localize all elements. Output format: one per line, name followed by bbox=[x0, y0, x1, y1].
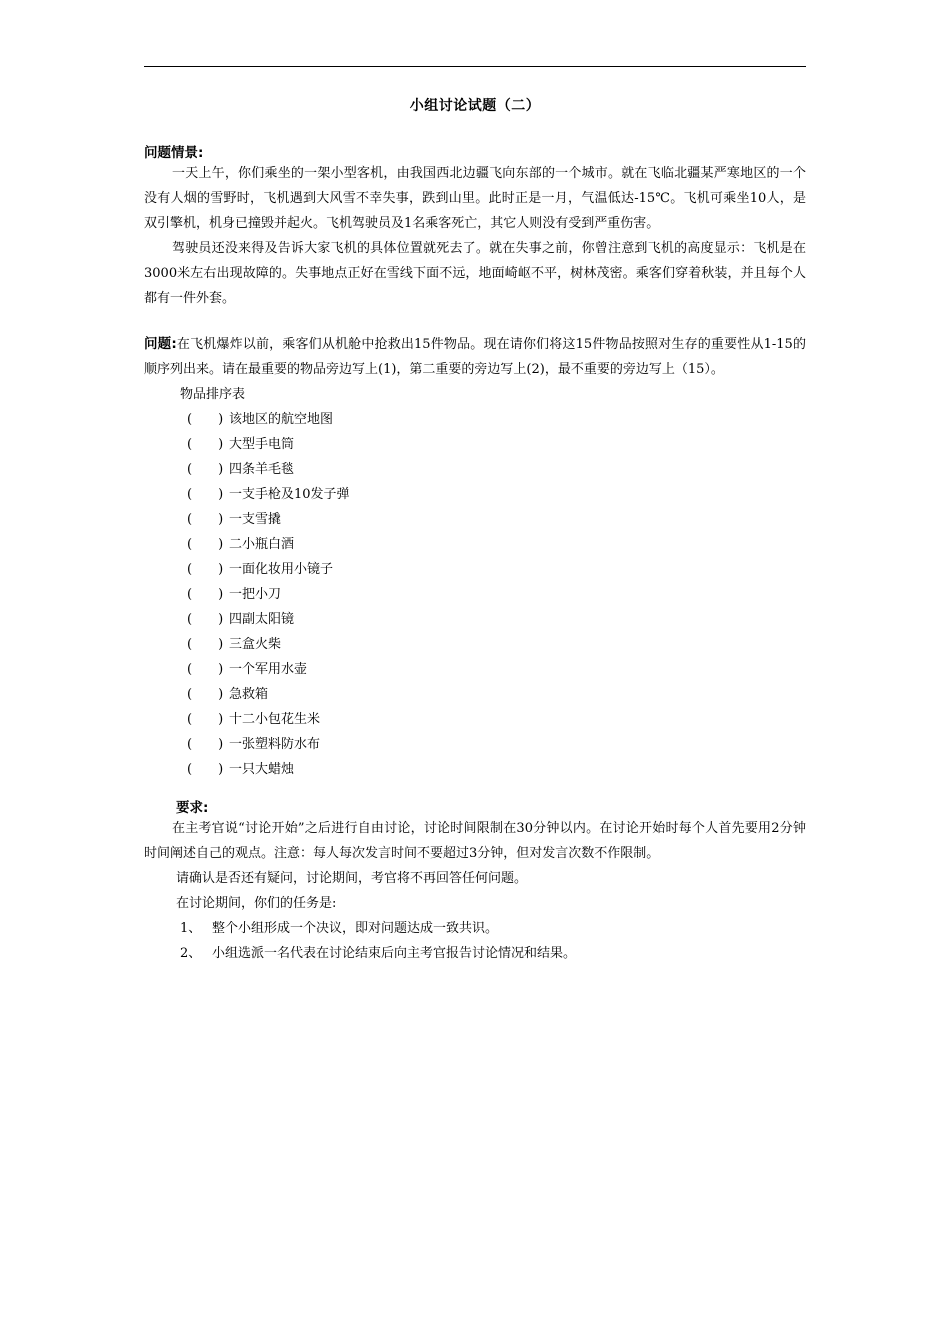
document-page bbox=[144, 66, 806, 966]
list-item bbox=[144, 707, 806, 732]
confirm-line: 请确认是否还有疑问，讨论期间，考官将不再回答任何问题。 bbox=[176, 871, 528, 886]
rank-blank: ( ) bbox=[187, 737, 224, 752]
requirements-heading: 要求: bbox=[176, 800, 209, 816]
rank-blank: ( ) bbox=[187, 537, 224, 552]
item-label: 一个军用水壶 bbox=[229, 662, 308, 677]
item-label: 一把小刀 bbox=[229, 587, 282, 602]
rank-blank: ( ) bbox=[187, 437, 224, 452]
rank-blank: ( ) bbox=[187, 687, 224, 702]
rank-blank: ( ) bbox=[187, 487, 224, 502]
item-label: 四副太阳镜 bbox=[229, 612, 295, 627]
task-item bbox=[144, 941, 806, 966]
item-label: 二小瓶白酒 bbox=[229, 537, 295, 552]
question-paragraph bbox=[144, 332, 806, 382]
list-item bbox=[144, 657, 806, 682]
list-item bbox=[144, 457, 806, 482]
task-text: 小组选派一名代表在讨论结束后向主考官报告讨论情况和结果。 bbox=[212, 946, 577, 961]
page-title: 小组讨论试题（二） bbox=[409, 98, 541, 114]
scene-heading: 问题情景: bbox=[144, 145, 204, 161]
item-label: 大型手电筒 bbox=[229, 437, 295, 452]
header-rule bbox=[144, 66, 806, 67]
list-item bbox=[144, 482, 806, 507]
item-label: 四条羊毛毯 bbox=[229, 462, 295, 477]
scene-section bbox=[144, 141, 806, 311]
item-label: 一张塑料防水布 bbox=[229, 737, 321, 752]
list-item bbox=[144, 682, 806, 707]
rank-blank: ( ) bbox=[187, 662, 224, 677]
list-item bbox=[144, 507, 806, 532]
scene-paragraph-1: 一天上午，你们乘坐的一架小型客机，由我国西北边疆飞向东部的一个城市。就在飞临北疆某严寒地区的一个没有人烟的雪野时，飞机遇到大风雪不幸失事，跌到山里。此时正是一月，气温低达-15℃。飞机可乘坐10人，是双引擎机，机身已撞毁并起火。飞机驾驶员及1名乘客死亡，其它人则没有受到严重伤害。 bbox=[144, 166, 806, 231]
item-list bbox=[144, 407, 806, 782]
list-item bbox=[144, 532, 806, 557]
rank-blank: ( ) bbox=[187, 512, 224, 527]
list-item bbox=[144, 607, 806, 632]
task-number: 2、 bbox=[180, 946, 202, 961]
scene-paragraph-2: 驾驶员还没来得及告诉大家飞机的具体位置就死去了。就在失事之前，你曾注意到飞机的高度显示：飞机是在3000米左右出现故障的。失事地点正好在雪线下面不远，地面崎岖不平，树林茂密。乘客们穿着秋装，并且每个人都有一件外套。 bbox=[144, 241, 806, 306]
task-list bbox=[144, 916, 806, 966]
task-intro: 在讨论期间，你们的任务是: bbox=[176, 896, 337, 911]
task-text: 整个小组形成一个决议，即对问题达成一致共识。 bbox=[212, 921, 499, 936]
item-label: 三盒火柴 bbox=[229, 637, 282, 652]
item-label: 一只大蜡烛 bbox=[229, 762, 295, 777]
list-item bbox=[144, 632, 806, 657]
item-label: 一面化妆用小镜子 bbox=[229, 562, 334, 577]
rank-blank: ( ) bbox=[187, 712, 224, 727]
rank-blank: ( ) bbox=[187, 412, 224, 427]
list-item bbox=[144, 407, 806, 432]
item-label: 急救箱 bbox=[229, 687, 269, 702]
question-heading: 问题: bbox=[144, 336, 177, 352]
task-number: 1、 bbox=[180, 921, 202, 936]
item-label: 一支雪撬 bbox=[229, 512, 282, 527]
list-item bbox=[144, 757, 806, 782]
requirements-paragraph: 在主考官说“讨论开始”之后进行自由讨论，讨论时间限制在30分钟以内。在讨论开始时每个人首先要用2分钟时间阐述自己的观点。注意：每人每次发言时间不要超过3分钟，但对发言次数不作限制。 bbox=[144, 821, 806, 861]
list-item bbox=[144, 732, 806, 757]
list-item bbox=[144, 582, 806, 607]
item-label: 十二小包花生米 bbox=[229, 712, 321, 727]
rank-blank: ( ) bbox=[187, 562, 224, 577]
task-item bbox=[144, 916, 806, 941]
list-item bbox=[144, 557, 806, 582]
item-label: 该地区的航空地图 bbox=[229, 412, 334, 427]
list-item bbox=[144, 432, 806, 457]
rank-blank: ( ) bbox=[187, 462, 224, 477]
rank-blank: ( ) bbox=[187, 612, 224, 627]
question-section bbox=[144, 332, 806, 382]
item-label: 一支手枪及10发子弹 bbox=[229, 487, 350, 502]
rank-blank: ( ) bbox=[187, 587, 224, 602]
question-text: 在飞机爆炸以前，乘客们从机舱中抢救出15件物品。现在请你们将这15件物品按照对生存的重要性从1-15的顺序列出来。请在最重要的物品旁边写上(1)，第二重要的旁边写上(2)，最不重要的旁边写上（15）。 bbox=[144, 337, 806, 377]
item-list-title: 物品排序表 bbox=[180, 387, 246, 402]
requirements-section bbox=[144, 796, 806, 966]
rank-blank: ( ) bbox=[187, 637, 224, 652]
rank-blank: ( ) bbox=[187, 762, 224, 777]
